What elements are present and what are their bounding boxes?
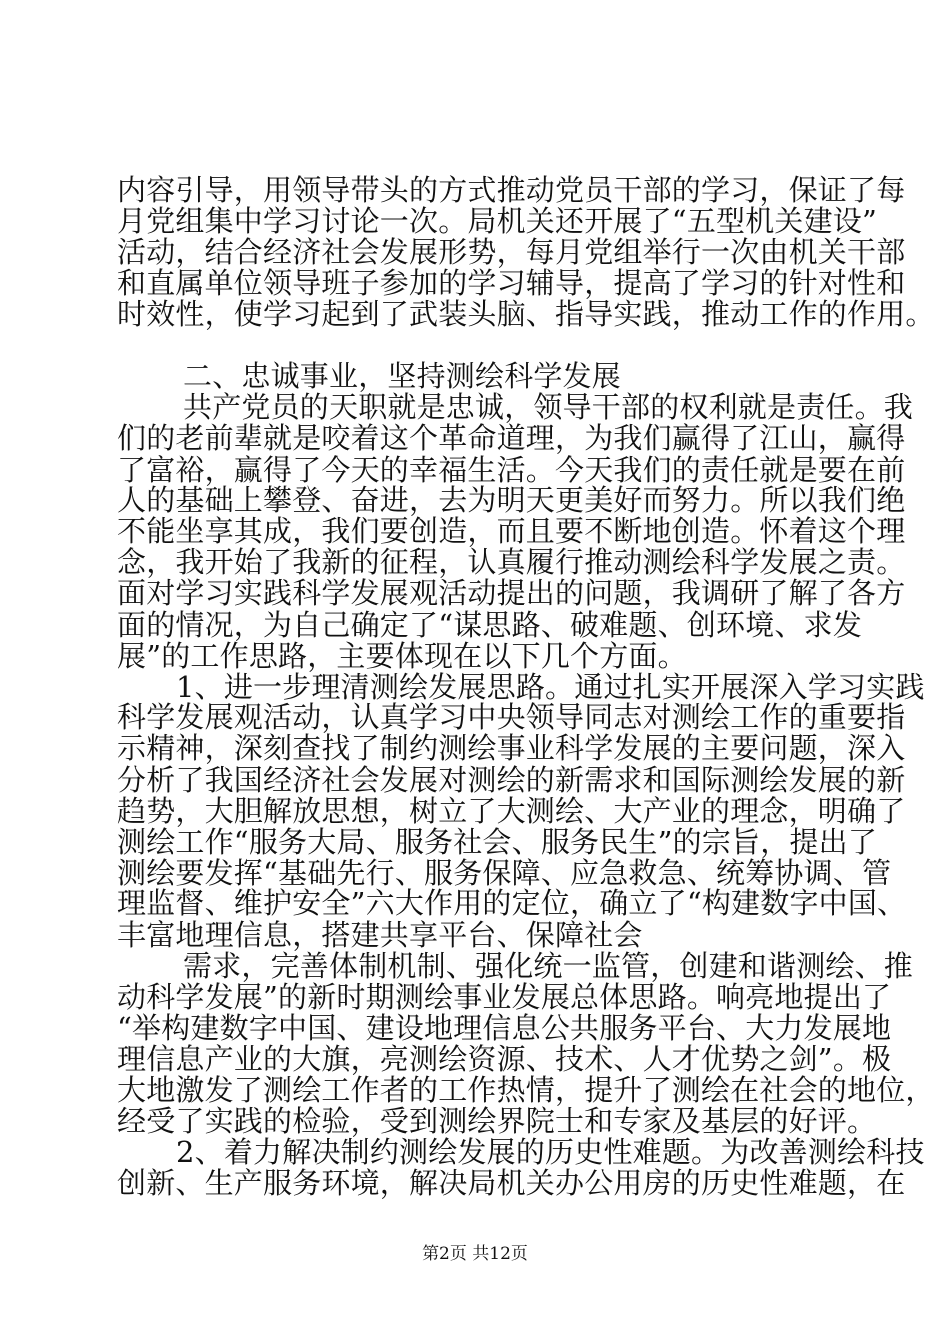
paragraph-3-line-5: 趋势，大胆解放思想，树立了大测绘、大产业的理念，明确了 <box>117 794 906 828</box>
paragraph-4-line-2: 动科学发展”的新时期测绘事业发展总体思路。响亮地提出了 <box>117 980 892 1014</box>
paragraph-3-line-6: 测绘工作“服务大局、服务社会、服务民生”的宗旨，提出了 <box>117 825 878 859</box>
paragraph-3-line-3: 示精神，深刻查找了制约测绘事业科学发展的主要问题，深入 <box>117 731 906 765</box>
paragraph-2-line-4: 人的基础上攀登、奋进，去为明天更美好而努力。所以我们绝 <box>117 483 906 517</box>
section-heading: 二、忠诚事业，坚持测绘科学发展 <box>183 359 622 393</box>
paragraph-2-line-5: 不能坐享其成，我们要创造，而且要不断地创造。怀着这个理 <box>117 514 906 548</box>
paragraph-3-line-2: 科学发展观活动，认真学习中央领导同志对测绘工作的重要指 <box>117 700 906 734</box>
paragraph-1-line-4: 和直属单位领导班子参加的学习辅导，提高了学习的针对性和 <box>117 266 906 300</box>
paragraph-1-line-2: 月党组集中学习讨论一次。局机关还开展了“五型机关建设” <box>117 204 878 238</box>
paragraph-3-line-4: 分析了我国经济社会发展对测绘的新需求和国际测绘发展的新 <box>117 763 906 797</box>
paragraph-3-line-7: 测绘要发挥“基础先行、服务保障、应急救急、统筹协调、管 <box>117 856 892 890</box>
paragraph-4-line-4: 理信息产业的大旗，亮测绘资源、技术、人才优势之剑”。极 <box>117 1042 892 1076</box>
paragraph-2-line-8: 面的情况，为自己确定了“谋思路、破难题、创环境、求发 <box>117 608 863 642</box>
paragraph-4-line-1: 需求，完善体制机制、强化统一监管，创建和谐测绘、推 <box>183 949 914 983</box>
paragraph-4-line-3: “举构建数字中国、建设地理信息公共服务平台、大力发展地 <box>117 1011 892 1045</box>
paragraph-4-line-6: 经受了实践的检验，受到测绘界院士和专家及基层的好评。 <box>117 1104 877 1138</box>
paragraph-2-line-1: 共产党员的天职就是忠诚，领导干部的权利就是责任。我 <box>183 390 914 424</box>
paragraph-3-line-9: 丰富地理信息，搭建共享平台、保障社会 <box>117 918 643 952</box>
paragraph-1-line-3: 活动，结合经济社会发展形势，每月党组举行一次由机关干部 <box>117 235 906 269</box>
paragraph-1-line-1: 内容引导，用领导带头的方式推动党员干部的学习，保证了每 <box>117 173 906 207</box>
paragraph-3-line-8: 理监督、维护安全”六大作用的定位，确立了“构建数字中国、 <box>117 886 907 920</box>
page-indicator: 第2页 共12页 <box>422 1244 528 1264</box>
paragraph-2-line-7: 面对学习实践科学发展观活动提出的问题，我调研了解了各方 <box>117 576 906 610</box>
paragraph-5-line-2: 创新、生产服务环境，解决局机关办公用房的历史性难题，在 <box>117 1166 906 1200</box>
paragraph-2-line-9: 展”的工作思路，主要体现在以下几个方面。 <box>117 639 687 673</box>
page-footer <box>0 1243 950 1265</box>
paragraph-3-line-1: 1、进一步理清测绘发展思路。通过扎实开展深入学习实践 <box>176 670 925 704</box>
paragraph-2-line-3: 了富裕，赢得了今天的幸福生活。今天我们的责任就是要在前 <box>117 453 906 487</box>
paragraph-5-line-1: 2、着力解决制约测绘发展的历史性难题。为改善测绘科技 <box>176 1135 925 1169</box>
paragraph-4-line-5: 大地激发了测绘工作者的工作热情，提升了测绘在社会的地位， <box>117 1073 935 1107</box>
paragraph-2-line-6: 念，我开始了我新的征程，认真履行推动测绘科学发展之责。 <box>117 545 906 579</box>
paragraph-2-line-2: 们的老前辈就是咬着这个革命道理，为我们赢得了江山，赢得 <box>117 421 906 455</box>
paragraph-1-line-5: 时效性，使学习起到了武装头脑、指导实践，推动工作的作用。 <box>117 297 935 331</box>
